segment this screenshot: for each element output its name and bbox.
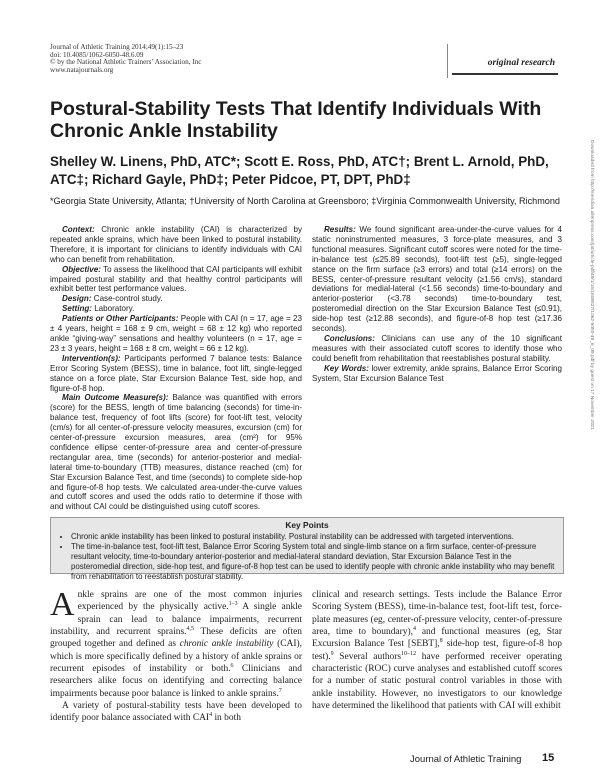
abstract-setting: Setting: Laboratory. — [62, 304, 135, 314]
journal-website[interactable]: www.natajournals.org — [50, 66, 114, 75]
abstract-objective: Objective: To assess the likelihood that CAI participants will exhibit impaired postural stability and that healthy control participants will exhibit better test performance values. — [50, 264, 302, 294]
key-points-box — [50, 517, 564, 581]
abstract-measures: Main Outcome Measure(s): Balance was quantified with errors (score) for the BESS, length of time balancing (seconds) for time-in-balance test, frequency of foot lifts (score) for foot-lift test, velocity (cm/s) for all center-of-pressure velocity measures, excursion (cm) for center-of-pressure excursion measures, area (cm²) for 95% confidence ellipse center-of-pressure area and center-of-pressure rectangular area, time (seconds) for anterior-posterior and medial-lateral time-to-boundary (TTB) measures, distance reached (cm) for Star Excursion Balance Test, and time (seconds) to complete side-hop and figure-of-8 hop tests. We calculated area-under-the-curve values and cutoff scores and used the odds ratio to determine if those with and without CAI could be distinguished using cutoff scores. — [50, 393, 302, 512]
reference-link[interactable]: 9 — [330, 650, 334, 657]
journal-copyright: © by the National Athletic Trainers’ Association, Inc — [50, 58, 202, 67]
reference-link[interactable]: 8 — [439, 638, 443, 645]
reference-link[interactable]: 4 — [412, 625, 416, 632]
article-title: Postural-Stability Tests That Identify Individuals With Chronic Ankle Instability — [50, 98, 542, 142]
journal-citation: Journal of Athletic Training 2014;49(1):15–23 — [50, 43, 184, 51]
drop-cap: A — [50, 586, 75, 623]
download-watermark: Downloaded from http://meridian.allenpress.com/jat/article-pdf/49/1/15/1608827/1062-6050-48_6_09.pdf by guest on 17 November 2021 — [589, 140, 594, 430]
abstract-keywords: Key Words: lower extremity, ankle sprains, Balance Error Scoring System, Star Excursion Balance Test — [312, 363, 562, 383]
key-point-item: • The time-in-balance test, foot-lift test, Balance Error Scoring System total and single-limb stance on a firm surface, center-of-pressure resultant velocity, time-to-boundary anterior-posterior and medial-lateral standard deviation, Star Excursion Balance Test in the posteromedial direction, side-hop test, and figure-of-8 hop test can be used to identify people with chronic ankle instability who may benefit from rehabilitation to reestablish postural stability. — [71, 542, 563, 581]
body-paragraph-1: Ankle sprains are one of the most common injuries experienced by the physically active.$^{1-3}$ A single ankle sprain can lead to balance impairments, recurrent instability, and recurrent sprains.$^{4,5}$ These deficits are often grouped together and defined as chronic ankle instability (CAI), which is more specifically defined by a history of ankle sprains or recurrent episodes of instability or both.$^6$ Clinicians and researchers alike focus on identifying and correcting balance impairments because poor balance is linked to ankle sprains.$^7$ — [50, 586, 302, 699]
abstract-conclusions: Conclusions: Clinicians can use any of the 10 significant measures with their associated cutoff scores to identify those who could benefit from rehabilitation that reestablishes postural stability. — [312, 333, 562, 363]
reference-link[interactable]: 4,5 — [186, 625, 194, 632]
reference-link[interactable]: 6 — [230, 662, 234, 669]
abstract-context: Context: Chronic ankle instability (CAI) is characterized by repeated ankle sprains, which have been linked to postural instability. Therefore, it is important for clinicians to identify individuals with CAI who can benefit from rehabilitation. — [50, 225, 302, 264]
section-rule — [452, 73, 558, 75]
body-paragraph-2: A variety of postural-stability tests have been developed to identify poor balance associated with CAI$^4$ in both — [50, 701, 302, 724]
abstract-interventions: Intervention(s): Participants performed 7 balance tests: Balance Error Scoring System (BESS), time in balance, foot lift, single-legged stance on a force plate, Star Excursion Balance Test, side hop, and figure-of-8 hop. — [50, 353, 302, 393]
affiliations: *Georgia State University, Atlanta; †University of North Carolina at Greensboro; ‡Virginia Commonwealth University, Richmond — [50, 196, 560, 206]
key-points-list — [51, 532, 563, 582]
body-paragraph-3: clinical and research settings. Tests include the Balance Error Scoring System (BESS), time-in-balance test, foot-lift test, force-plate measures (eg, center-of-pressure velocity, center-of-pressure area, time to boundary),$^4$ and functional measures (eg, Star Excursion Balance Test [SEBT],$^8$ side-hop test, figure-of-8 hop test).$^9$ Several authors$^{10-12}$ have performed receiver operating characteristic (ROC) curve analyses and established cutoff scores for a number of static postural control variables in those with ankle instability. However, no investigators to our knowledge have determined the likelihood that patients with CAI will exhibit — [312, 590, 562, 712]
abstract-left-column — [50, 225, 302, 512]
key-points-title: Key Points — [285, 520, 329, 530]
journal-doi: doi: 10.4085/1062-6050-48.6.09 — [50, 50, 144, 59]
body-right-column — [312, 589, 562, 712]
key-point-item: • Chronic ankle instability has been linked to postural instability. Postural instability can be addressed with targeted interventions. — [71, 532, 563, 542]
page-number: 15 — [542, 752, 555, 764]
abstract-participants: Patients or Other Participants: People with CAI (n = 17, age = 23 ± 4 years, height = 168 ± 9 cm, weight = 68 ± 12 kg) who reported ankle “giving-way” sensations and healthy volunteers (n = 17, age = 23 ± 3 years, height = 168 ± 8 cm, weight = 66 ± 12 kg). — [50, 314, 302, 353]
body-left-column — [50, 586, 302, 725]
footer-journal-name: Journal of Athletic Training — [410, 754, 522, 765]
abstract-results: Results: We found significant area-under-the-curve values for 4 static noninstrumented measures, 3 force-plate measures, and 3 functional measures. Significant cutoff scores were noted for the time-in-balance test (≤25.89 seconds), foot-lift test (≥5), single-legged stance on the firm surface (≥3 errors) and total (≥14 errors) on the BESS, center-of-pressure resultant velocity (≥1.56 cm/s), standard deviations for medial-lateral (<1.56 seconds) time-to-boundary and anterior-posterior (<3.78 seconds) time-to-boundary test, posteromedial direction on the Star Excursion Balance Test (≤0.91), side-hop test (≥12.88 seconds), and figure-of-8 hop test (≥17.36 seconds). — [312, 225, 562, 334]
author-list: Shelley W. Linens, PhD, ATC*; Scott E. Ross, PhD, ATC†; Brent L. Arnold, PhD, ATC‡; Richard Gayle, PhD‡; Peter Pidcoe, PT, DPT, PhD‡ — [50, 154, 549, 187]
reference-link[interactable]: 4 — [209, 712, 213, 719]
reference-link[interactable]: 7 — [278, 687, 282, 694]
reference-link[interactable]: 1–3 — [228, 601, 238, 608]
reference-link[interactable]: 10–12 — [401, 650, 417, 657]
section-label: original research — [487, 58, 555, 68]
abstract-right-column — [312, 225, 562, 384]
journal-info — [50, 44, 201, 75]
header-divider — [447, 44, 448, 78]
abstract-design: Design: Case-control study. — [62, 294, 163, 304]
